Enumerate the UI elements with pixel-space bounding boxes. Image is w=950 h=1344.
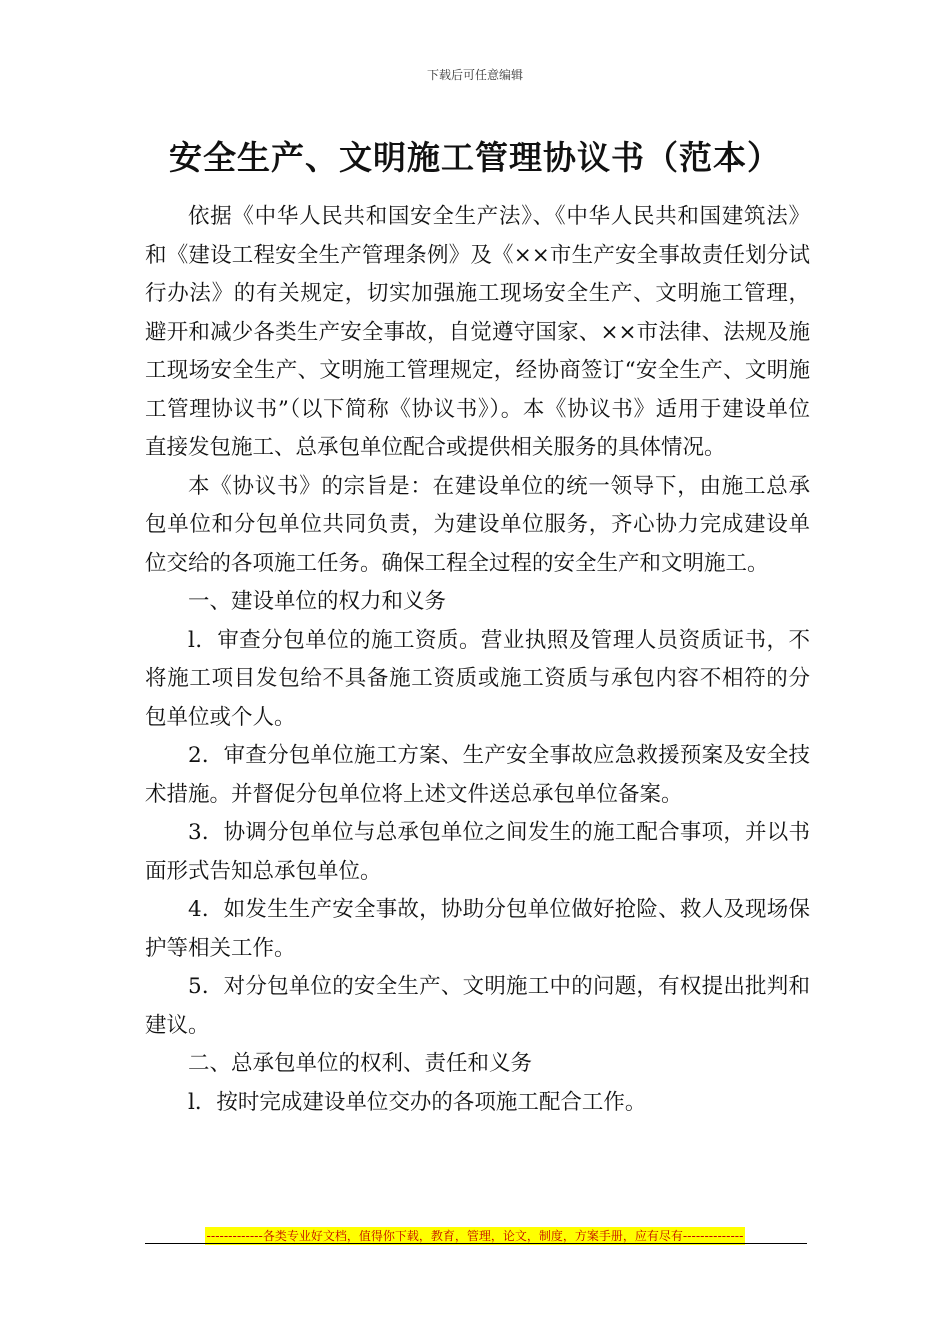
list-item-1-1: l．审查分包单位的施工资质。营业执照及管理人员资质证书，不将施工项目发包给不具备施工资质或施工资质与承包内容不相符的分包单位或个人。 [145, 627, 810, 730]
section-heading-2: 二、总承包单位的权利、责任和义务 [188, 1051, 533, 1076]
paragraph-purpose: 本《协议书》的宗旨是：在建设单位的统一领导下，由施工总承包单位和分包单位共同负责，为建设单位服务，齐心协力完成建设单位交给的各项施工任务。确保工程全过程的安全生产和文明施工。 [145, 473, 810, 576]
document-body [145, 198, 810, 1122]
footer-banner [0, 1225, 950, 1245]
page-header-note: 下载后可任意编辑 [426, 68, 523, 82]
list-item-1-3: 3．协调分包单位与总承包单位之间发生的施工配合事项，并以书面形式告知总承包单位。 [145, 820, 810, 884]
footer-divider [145, 1243, 807, 1244]
list-item-1-2: 2．审查分包单位施工方案、生产安全事故应急救援预案及安全技术措施。并督促分包单位将上述文件送总承包单位备案。 [145, 743, 810, 807]
section-heading-1: 一、建设单位的权力和义务 [188, 589, 447, 614]
paragraph-intro: 依据《中华人民共和国安全生产法》、《中华人民共和国建筑法》和《建设工程安全生产管理条例》及《××市生产安全事故责任划分试行办法》的有关规定，切实加强施工现场安全生产、文明施工管理，避开和减少各类生产安全事故，自觉遵守国家、××市法律、法规及施工现场安全生产、文明施工管理规定，经协商签订“安全生产、文明施工管理协议书”（以下简称《协议书》）。本《协议书》适用于建设单位直接发包施工、总承包单位配合或提供相关服务的具体情况。 [145, 204, 810, 460]
footer-banner-text: -------------各类专业好文档，值得你下载，教育，管理，论文，制度，方案手册，应有尽有-------------- [206, 1229, 744, 1243]
document-title: 安全生产、文明施工管理协议书（范本） [169, 138, 781, 177]
list-item-2-1: l．按时完成建设单位交办的各项施工配合工作。 [188, 1089, 647, 1115]
list-item-1-4: 4．如发生生产安全事故，协助分包单位做好抢险、救人及现场保护等相关工作。 [145, 897, 810, 961]
list-item-1-5: 5．对分包单位的安全生产、文明施工中的问题，有权提出批判和建议。 [145, 974, 810, 1038]
